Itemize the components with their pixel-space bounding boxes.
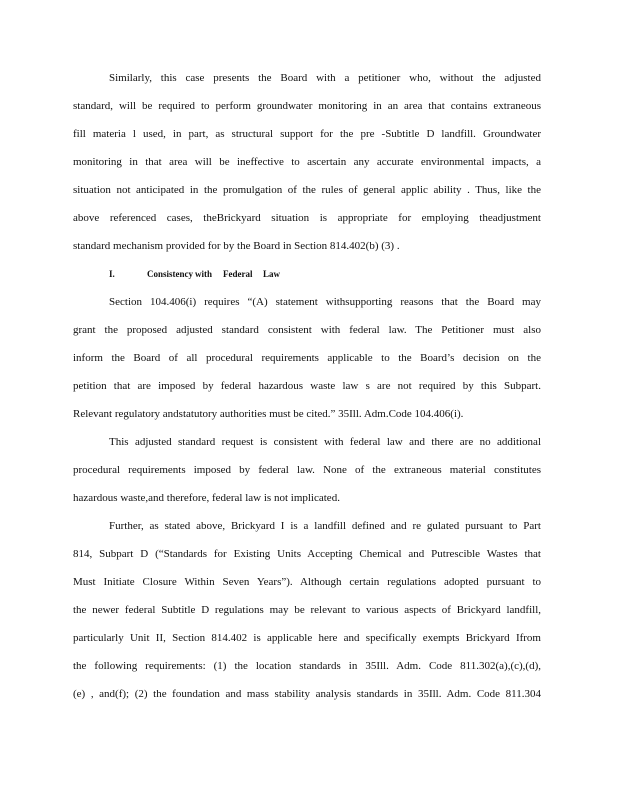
body-text-line: Section 104.406(i) requires “(A) statement withsupporting reasons that the Board may <box>109 296 541 308</box>
section-heading-word: Consistency <box>147 269 194 279</box>
body-text-line: Further, as stated above, Brickyard I is a landfill defined and re gulated pursuant to Part <box>109 520 541 532</box>
body-text-line: situation not anticipated in the promulgation of the rules of general applic ability . Thus, like the <box>73 184 541 196</box>
body-text-line: above referenced cases, theBrickyard situation is appropriate for employing theadjustment <box>73 212 541 224</box>
section-heading-number: I. <box>109 269 115 279</box>
body-text-line: petition that are imposed by federal hazardous waste law s are not required by this Subpart. <box>73 380 541 392</box>
section-heading-word: Law <box>263 269 281 279</box>
body-text-line: monitoring in that area will be ineffective to ascertain any accurate environmental impacts, a <box>73 156 541 168</box>
body-text-line: Similarly, this case presents the Board with a petitioner who, without the adjusted <box>109 72 541 84</box>
section-heading-word: with <box>195 269 213 279</box>
body-text-line: grant the proposed adjusted standard consistent with federal law. The Petitioner must also <box>73 324 541 336</box>
section-heading-word: Federal <box>223 269 253 279</box>
body-text-line: Must Initiate Closure Within Seven Years”). Although certain regulations adopted pursuant to <box>73 576 541 588</box>
body-text-line: This adjusted standard request is consistent with federal law and there are no additional <box>109 436 541 448</box>
body-text-line: inform the Board of all procedural requirements applicable to the Board’s decision on the <box>73 352 541 364</box>
body-text-line: hazardous waste,and therefore, federal law is not implicated. <box>73 492 340 504</box>
body-text-line: the newer federal Subtitle D regulations may be relevant to various aspects of Brickyard landfill, <box>73 604 541 616</box>
body-text-line: standard, will be required to perform groundwater monitoring in an area that contains extraneous <box>73 100 541 112</box>
body-text-line: the following requirements: (1) the location standards in 35Ill. Adm. Code 811.302(a),(c),(d), <box>73 660 541 672</box>
body-text-line: particularly Unit II, Section 814.402 is applicable here and specifically exempts Brickyard Ifrom <box>73 632 541 644</box>
body-text-line: 814, Subpart D (“Standards for Existing Units Accepting Chemical and Putrescible Wastes that <box>73 548 541 560</box>
section-heading <box>109 269 280 279</box>
body-text-line: Relevant regulatory andstatutory authorities must be cited.” 35Ill. Adm.Code 104.406(i). <box>73 408 464 420</box>
body-text-line: procedural requirements imposed by federal law. None of the extraneous material constitutes <box>73 464 541 476</box>
body-text-line: fill materia l used, in part, as structural support for the pre -Subtitle D landfill. Groundwater <box>73 128 541 140</box>
body-text-line: (e) , and(f); (2) the foundation and mass stability analysis standards in 35Ill. Adm. Code 811.304 <box>73 688 541 700</box>
body-text-line: standard mechanism provided for by the Board in Section 814.402(b) (3) . <box>73 240 400 252</box>
